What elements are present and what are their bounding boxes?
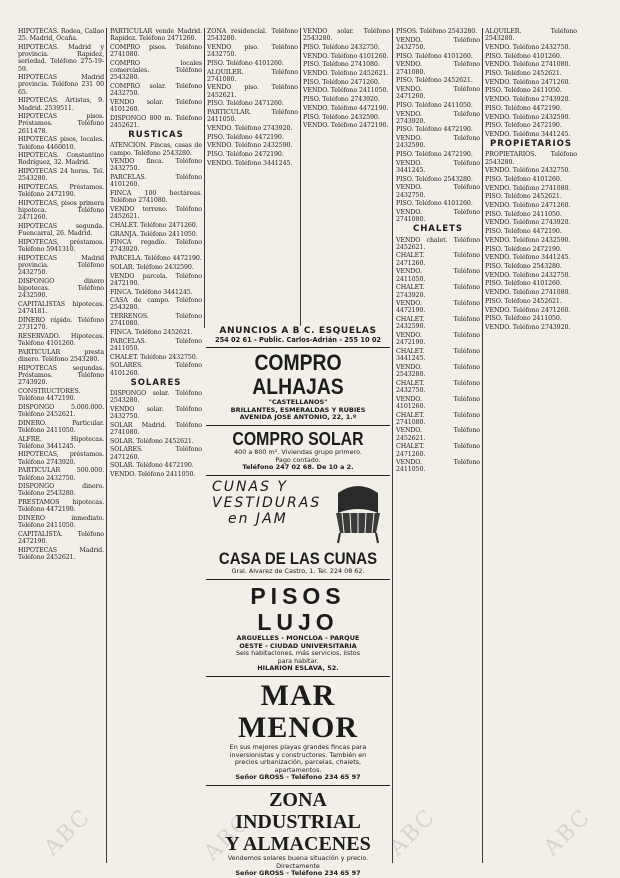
classified-ad: SOLAR Madrid. Teléfono 2741080.	[110, 421, 202, 436]
column-rule	[392, 28, 393, 863]
ad-divider	[206, 785, 390, 786]
classified-ad: HIPOTECAS Madrid. Teléfono 2452621.	[18, 546, 104, 562]
classified-ad: VENDO terreno. Teléfono 2452621.	[110, 205, 202, 221]
ad-alhajas-line1: BRILLANTES, ESMERALDAS Y RUBIES	[230, 405, 366, 414]
ad-cunas-script2: VESTIDURAS	[212, 495, 322, 512]
ad-divider	[206, 676, 390, 677]
ad-pisos-line5: HILARION ESLAVA, 52.	[257, 664, 339, 673]
classified-ad: RESERVADO. Hipotecas. Teléfono 4101260.	[18, 332, 104, 348]
classified-ad: DISPONGO solar. Teléfono 2543280.	[110, 389, 202, 405]
classified-ad: VENDO. Teléfono 2741080.	[396, 61, 480, 76]
classified-ad: PISO. Teléfono 2411050.	[396, 101, 473, 109]
display-ads	[206, 326, 390, 878]
classified-ad: VENDO. Teléfono 2472190.	[303, 122, 389, 130]
ad-solar-line1: 400 a 800 m². Viviendas grupo primero.	[234, 448, 362, 457]
classified-ad: PISO. Teléfono 2472190.	[485, 122, 562, 130]
section-heading-rusticas: RUSTICAS	[128, 130, 184, 141]
section-heading-propietarios: PROPIETARIOS	[490, 139, 572, 150]
ad-mar-line3: precios urbanización, parcelas, chalets,	[234, 758, 362, 767]
ad-divider	[206, 475, 390, 476]
classified-ad: SOLARES. Teléfono 2471260.	[110, 446, 202, 461]
classified-ad: PISO. Teléfono 2471260.	[207, 100, 284, 108]
column-5-items	[396, 28, 480, 223]
section-heading-solares: SOLARES	[130, 377, 182, 388]
column-2-items	[110, 28, 202, 129]
ad-mar-line1: En sus mejores playas grandes fincas para	[229, 743, 367, 752]
column-5	[396, 28, 480, 864]
classified-ad: SOLAR. Teléfono 4472190.	[110, 462, 194, 470]
classified-ad: PISO. Teléfono 4101260.	[396, 52, 473, 60]
column-3	[207, 28, 298, 324]
classified-ad: VENDO. Teléfono 2743920.	[396, 110, 480, 125]
ad-pisos	[206, 583, 390, 673]
classified-ad: CHALET. Teléfono 2741080.	[396, 411, 480, 426]
classified-ad: VENDO. Teléfono 4472190.	[396, 300, 480, 315]
classified-ad: VENDO. Teléfono 2432590.	[485, 236, 571, 244]
classified-ad: ALFRE. Hipotecas. Teléfono 3441245.	[18, 435, 104, 450]
classified-ad: VENDO solar. Teléfono 4101260.	[110, 98, 202, 114]
ad-alhajas-title: COMPRO ALHAJAS	[252, 350, 344, 400]
crib-icon	[332, 483, 384, 545]
classified-ad: PISO. Teléfono 4472190.	[207, 133, 284, 141]
classified-ad: PARTICULAR vende Madrid. Rapidez. Teléfono 2471260.	[110, 28, 202, 43]
classified-ad: CHALET. Teléfono 2471260.	[110, 221, 198, 229]
classified-ad: VENDO. Teléfono 2743920.	[485, 219, 571, 227]
ad-divider	[206, 347, 390, 348]
classified-ad: DISPONGO dinero hipotecas. Teléfono 2432590.	[18, 278, 104, 300]
ad-zona-line3: Señor GROSS - Teléfono 234 65 97	[235, 869, 361, 878]
classified-ad: VENDO. Teléfono 2743920.	[485, 323, 571, 331]
classified-ad: PISO. Teléfono 2432750.	[303, 43, 380, 51]
classified-ad: PISO. Teléfono 2472190.	[207, 151, 284, 159]
classified-ad: VENDO. Teléfono 2471260.	[485, 78, 571, 86]
classified-ad: HIPOTECAS. Rodea, Callao 25. Madrid, Ocaña.	[18, 28, 104, 43]
classified-ad: HIPOTECAS. Constantino Rodríguez, 32. Madrid.	[18, 152, 104, 167]
ad-anuncios-title: ANUNCIOS A B C. ESQUELAS	[219, 326, 377, 336]
classified-ad: VENDO. Teléfono 2472190.	[396, 332, 480, 347]
column-rule	[204, 28, 205, 328]
ad-alhajas	[206, 351, 390, 422]
classified-ad: PISO. Teléfono 4101260.	[396, 200, 473, 208]
ad-solar-line3: Teléfono 247 02 68. De 10 a 2.	[242, 463, 354, 472]
classified-ad: SOLAR. Teléfono 2432590.	[110, 263, 194, 271]
classified-ad: CONSTRUCTORES. Teléfono 4472190.	[18, 387, 81, 403]
classified-ad: VENDO. Teléfono 3441245.	[396, 159, 480, 174]
classified-ad: VENDO. Teléfono 2411050.	[396, 268, 480, 283]
ad-cunas-title: CASA DE LAS CUNAS	[218, 549, 378, 569]
classified-ad: DINERO inmediato. Teléfono 2411050.	[18, 515, 104, 530]
classified-ad: HIPOTECAS, préstamos. Teléfono 5941310.	[18, 238, 104, 254]
classified-ad: DINERO. Particular. Teléfono 2411050.	[18, 419, 104, 434]
classified-ad: CHALET. Teléfono 2471260.	[396, 252, 480, 267]
classified-ad: CHALET. Teléfono 2471260.	[396, 443, 480, 458]
classified-ad: VENDO. Teléfono 4101260.	[396, 395, 480, 410]
ad-zona-line2: Directamente	[276, 861, 320, 870]
classified-ad: VENDO. Teléfono 2471260.	[485, 306, 571, 314]
column-6	[485, 28, 577, 864]
classified-ad: VENDO. Teléfono 2743920.	[485, 96, 571, 104]
classified-ad: VENDO. Teléfono 2432750.	[485, 43, 571, 51]
watermark: ABC	[199, 809, 257, 866]
classified-ad: PISO. Teléfono 2741080.	[303, 61, 380, 69]
classified-ad: CHALET. Teléfono 2432750.	[110, 353, 198, 361]
classified-ad: PARCELA. Teléfono 4472190.	[110, 255, 202, 263]
ad-pisos-line3: Seis habitaciones, más servicios, listos	[235, 649, 361, 658]
classified-ad: PISO. Teléfono 4472190.	[485, 104, 562, 112]
classified-ad: VENDO. Teléfono 2452621.	[396, 427, 480, 442]
classified-ad: TERRENOS. Teléfono 2741080.	[110, 313, 202, 328]
ad-pisos-line1: ARGUELLES - MONCLOA - PARQUE	[236, 633, 360, 642]
classified-ad: PISO. Teléfono 2543280.	[485, 262, 562, 270]
classified-ad: VENDO piso. Teléfono 2432750.	[207, 43, 298, 59]
classified-ad: DINERO rápido. Teléfono 2731270.	[18, 317, 104, 332]
classified-ad: DISPONGO 5.000.000. Teléfono 2452621.	[18, 403, 104, 418]
classified-ad: PISO. Teléfono 2411050.	[485, 315, 562, 323]
ad-alhajas-brand: "CASTELLANOS"	[268, 398, 328, 407]
classified-ad: FINCA. Teléfono 3441245.	[110, 288, 193, 296]
classified-ad: PISO. Teléfono 4101260.	[485, 175, 562, 183]
classified-ad: HIPOTECAS. Préstamos. Teléfono 2472190.	[18, 184, 104, 199]
watermark: ABC	[539, 804, 597, 861]
section-heading-chalets: CHALETS	[412, 224, 464, 235]
ad-cunas-script	[206, 479, 326, 527]
classified-ad: DISPONGO dinero. Teléfono 2543280.	[18, 483, 104, 498]
classified-ad: PISO. Teléfono 4101260.	[485, 280, 562, 288]
classified-ad: PISO. Teléfono 4101260.	[485, 52, 562, 60]
classified-ad: PISO. Teléfono 2543280.	[396, 175, 473, 183]
ad-pisos-line2: OESTE - CIUDAD UNIVERSITARIA	[239, 641, 357, 650]
ad-divider	[206, 425, 390, 426]
ad-cunas-script3: en JAM	[228, 511, 288, 528]
classified-ad: HIPOTECAS pisos. Préstamos. Teléfono 2611478.	[18, 113, 104, 135]
classified-ad: CHALET. Teléfono 3441245.	[396, 347, 480, 363]
classified-ad: HIPOTECAS Madrid provincia. Teléfono 231 00 65.	[18, 74, 104, 96]
column-2-solares-items	[110, 390, 202, 478]
classified-ad: HIPOTECAS segundas. Préstamos. Teléfono 2743920.	[18, 364, 104, 387]
classified-ad: VENDO. Teléfono 2432590.	[485, 113, 571, 121]
ad-cunas-line: Gral. Alvarez de Castro, 1. Tel. 224 08 62.	[231, 567, 365, 576]
classified-ad: HIPOTECAS segunda. Fuencarral, 26. Madrid.	[18, 223, 104, 238]
classified-ad: VENDO. Teléfono 2741080.	[396, 208, 480, 224]
classified-ad: VENDO. Teléfono 2432750.	[396, 36, 480, 51]
classified-ad: VENDO. Teléfono 2411050.	[303, 87, 389, 95]
ad-mar-line5: Señor GROSS - Teléfono 234 65 97	[235, 773, 361, 782]
classified-ad: PISO. Teléfono 2432590.	[303, 113, 380, 121]
classified-ad: GRANJA. Teléfono 2411050.	[110, 230, 198, 238]
ad-solar-line2: Pago contado.	[275, 455, 321, 464]
classified-ad: VENDO. Teléfono 2743920.	[207, 124, 293, 132]
classified-ad: VENDO solar. Teléfono 2543280.	[303, 28, 390, 43]
classified-ad: VENDO. Teléfono 2741080.	[485, 289, 571, 297]
classified-ad: PISO. Teléfono 2472190.	[396, 151, 473, 159]
classified-ad: PISO. Teléfono 2452621.	[396, 77, 473, 85]
ad-mar-line2: inversionistas y constructores. También en	[229, 750, 367, 759]
classified-ad: PISO. Teléfono 2411050.	[485, 87, 562, 95]
watermark: ABC	[384, 804, 442, 861]
classified-ad: VENDO. Teléfono 3441245.	[207, 159, 293, 167]
classified-ad: PISO. Teléfono 2471260.	[303, 78, 380, 86]
classified-ad: FINCA 100 hectáreas. Teléfono 2741080.	[110, 190, 202, 205]
classified-ad: PISO. Teléfono 4472190.	[485, 228, 562, 236]
classified-ad: VENDO. Teléfono 2432590.	[207, 142, 293, 150]
classified-ad: VENDO piso. Teléfono 2452621.	[207, 84, 298, 99]
classified-ad: PISO. Teléfono 2472190.	[485, 245, 562, 253]
classified-ad: VENDO. Teléfono 2432750.	[485, 167, 571, 175]
column-rule	[482, 28, 483, 863]
column-5-chalets-items	[396, 237, 480, 474]
classified-ad: VENDO. Teléfono 2411050.	[396, 459, 480, 474]
ad-zona-line1: Vendemos solares buena situación y precio.	[227, 854, 369, 863]
ad-alhajas-line2: AVENIDA JOSE ANTONIO, 22, 1.º	[239, 413, 357, 422]
classified-ad: PISO. Teléfono 4101260.	[207, 59, 284, 67]
classified-ad: PISO. Teléfono 4472190.	[396, 126, 473, 134]
classified-ad: PISO. Teléfono 2411050.	[485, 210, 562, 218]
classified-ad: PARCELAS. Teléfono 4101260.	[110, 174, 202, 189]
classified-ad: VENDO. Teléfono 3441245.	[485, 254, 571, 262]
classified-ad: PROPIETARIOS. Teléfono 2543280.	[485, 151, 577, 166]
classified-ad: VENDO. Teléfono 2543280.	[396, 363, 480, 379]
classified-ad: CHALET. Teléfono 2432590.	[396, 316, 480, 331]
classified-ad: HIPOTECAS, préstamos. Teléfono 2743920.	[18, 451, 104, 466]
classified-ad: DISPONGO 800 m. Teléfono 2452621.	[110, 114, 202, 129]
classified-ad: VENDO. Teléfono 4101260.	[303, 52, 389, 60]
column-6-propietarios-items	[485, 151, 577, 331]
classified-ad: PISO. Teléfono 2452621.	[485, 70, 562, 78]
ad-anuncios-line: 254 02 61 - Public. Carlos-Adrián - 255 10 02	[214, 336, 382, 344]
classified-ad: VENDO. Teléfono 2471260.	[396, 85, 480, 101]
classified-ad: VENDO. Teléfono 2741080.	[485, 61, 571, 69]
ad-pisos-title: PISOS LUJO	[250, 582, 346, 635]
watermark: ABC	[39, 804, 97, 861]
classified-ad: PARTICULAR. Teléfono 2411050.	[207, 109, 298, 124]
classified-ad: CAPITALISTAS hipotecas. 2474181.	[18, 301, 104, 316]
classified-ad: SOLAR. Teléfono 2452621.	[110, 437, 194, 445]
ad-cunas-script1: CUNAS Y	[212, 479, 288, 496]
classified-ad: SOLARES. Teléfono 4101260.	[110, 362, 202, 377]
classified-ad: VENDO. Teléfono 2741080.	[485, 184, 571, 192]
ad-cunas-art	[206, 479, 390, 549]
classified-ad: VENDO chalet. Teléfono 2452621.	[396, 236, 480, 251]
ad-mar-title: MAR MENOR	[238, 679, 358, 745]
classified-ad: HIPOTECAS 24 horas. Tel. 2543280.	[18, 168, 104, 183]
classified-ad: VENDO. Teléfono 2432750.	[396, 184, 480, 199]
classified-ad: COMPRO solar. Teléfono 2432750.	[110, 82, 202, 98]
ad-divider	[206, 579, 390, 580]
column-1	[18, 28, 104, 864]
classified-ad: HIPOTECAS. Madrid y provincia. Rapidez, seriedad. Teléfono 275-19-59.	[18, 43, 104, 73]
column-2-rusticas-items	[110, 142, 202, 376]
ad-mar-menor	[206, 680, 390, 782]
classified-ad: PRESTAMOS hipotecas. Teléfono 4472190.	[18, 499, 104, 514]
classified-ad: VENDO solar. Teléfono 2432750.	[110, 405, 202, 421]
column-2	[110, 28, 202, 864]
classified-ad: VENDO. Teléfono 4472190.	[303, 104, 389, 112]
classified-ad: VENDO finca. Teléfono 2432750.	[110, 158, 202, 173]
classified-ad: ATENCION. Fincas, casas de campo. Teléfono 2543280.	[110, 142, 202, 157]
classified-ad: CHALET. Teléfono 2432750.	[396, 379, 480, 394]
classified-ad: VENDO. Teléfono 2452621.	[303, 70, 389, 78]
classified-ad: PARCELAS. Teléfono 2411050.	[110, 337, 202, 352]
ad-anuncios	[206, 326, 390, 344]
classified-ad: COMPRO locales comerciales. Teléfono 2543280.	[110, 59, 202, 82]
column-4	[303, 28, 390, 324]
classified-ad: HIPOTECAS Madrid provincia. Teléfono 2432750.	[18, 254, 104, 277]
classified-ad: PARTICULAR presta dinero. Teléfono 2543280.	[18, 348, 104, 364]
classified-ad: FINCA regadío. Teléfono 2743920.	[110, 239, 202, 254]
classified-ad: PISOS. Teléfono 2543280.	[396, 28, 478, 35]
classified-ad: CHALET. Teléfono 2743920.	[396, 284, 480, 299]
classified-ad: COMPRO pisos. Teléfono 2741080.	[110, 43, 202, 59]
classified-ad: ALQUILER. Teléfono 2543280.	[485, 28, 577, 43]
classified-ad: ALQUILER. Teléfono 2741080.	[207, 68, 298, 83]
classified-ad: PARTICULAR 500.000. Teléfono 2432750.	[18, 467, 104, 482]
column-6-items	[485, 28, 577, 138]
classified-ad: VENDO. Teléfono 2432590.	[396, 135, 480, 150]
classified-ad: CASA de campo. Teléfono 2543280.	[110, 297, 202, 312]
classified-ad: HIPOTECAS pisos, locales. Teléfono 4460010.	[18, 136, 104, 151]
ad-mar-line4: apartamentos.	[274, 765, 322, 774]
classified-ad: CAPITALISTA. Teléfono 2472190.	[18, 531, 104, 546]
column-rule	[106, 28, 107, 863]
classified-ad: HIPOTECAS. Artistas, 9. Madrid. 2539511.	[18, 97, 104, 112]
column-4-items	[303, 28, 390, 129]
classified-ad: VENDO parcela. Teléfono 2472190.	[110, 272, 202, 287]
column-3-items	[207, 28, 298, 167]
classified-ad: VENDO. Teléfono 2471260.	[485, 202, 571, 210]
ad-cunas	[206, 479, 390, 576]
classified-ad: HIPOTECAS, pisos primera hipoteca. Teléfono 2471260.	[18, 199, 104, 222]
classified-ad: PISO. Teléfono 2452621.	[485, 297, 562, 305]
ad-pisos-line4: para habitar.	[277, 656, 319, 665]
ad-zona-title2: Y ALMACENES	[225, 833, 371, 856]
classified-ad: PISO. Teléfono 2452621.	[485, 193, 562, 201]
classified-ad: VENDO. Teléfono 2432750.	[485, 271, 571, 279]
ad-solar-title: COMPRO SOLAR	[232, 429, 364, 450]
classified-ad: ZONA residencial. Teléfono 2543280.	[207, 28, 298, 43]
classified-ad: FINCA. Teléfono 2452621.	[110, 329, 193, 337]
classified-ad: PISO. Teléfono 2743920.	[303, 96, 380, 104]
column-1-items	[18, 28, 104, 561]
classified-ad: VENDO. Teléfono 2411050.	[110, 470, 196, 478]
classified-ad: VENDO. Teléfono 3441245.	[485, 130, 571, 138]
ad-solar	[206, 429, 390, 472]
column-rule	[300, 28, 301, 326]
ad-zona-title1: ZONA INDUSTRIAL	[235, 789, 361, 834]
